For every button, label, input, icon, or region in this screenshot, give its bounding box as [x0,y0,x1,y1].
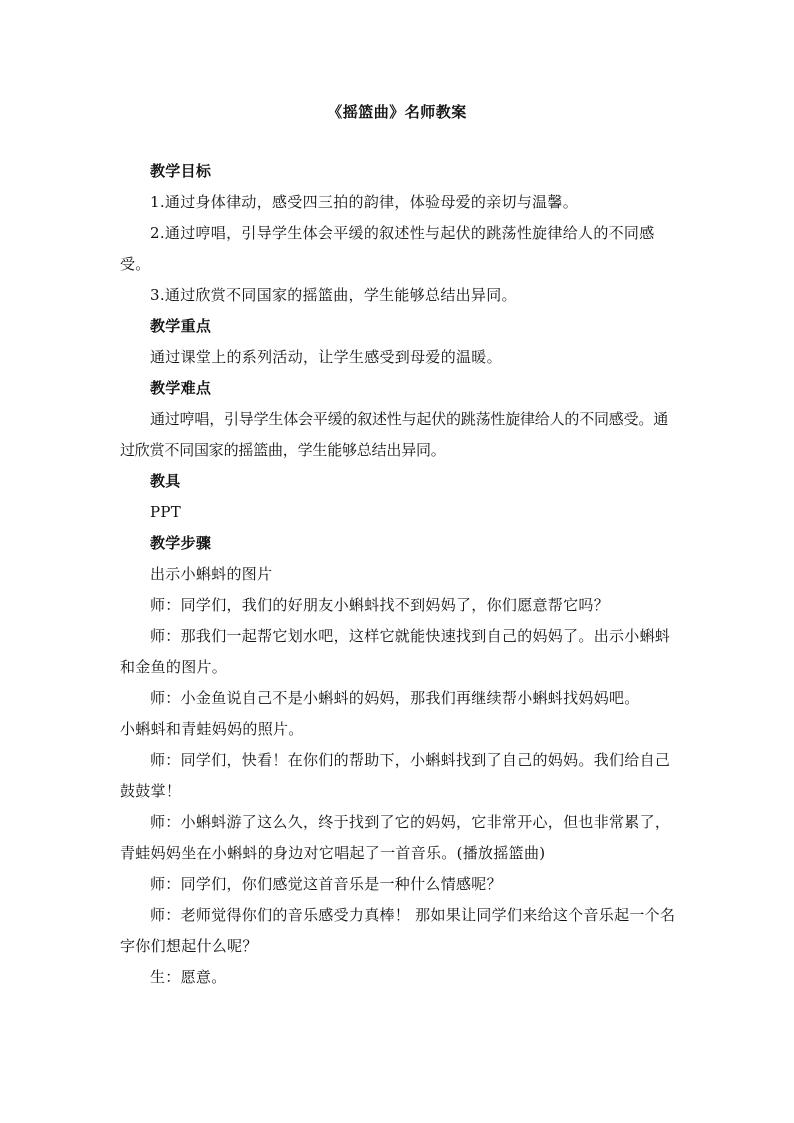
step-2: 师：同学们，我们的好朋友小蝌蚪找不到妈妈了，你们愿意帮它吗？ [150,596,610,614]
step-5: 小蝌蚪和青蛙妈妈的照片。 [120,720,304,738]
difficulty-text: 通过哼唱，引导学生体会平缓的叙述性与起伏的跳荡性旋律给人的不同感受。通过欣赏不同国家的摇篮曲，学生能够总结出异同。 [120,410,669,459]
goal-3: 3.通过欣赏不同国家的摇篮曲，学生能够总结出异同。 [150,286,517,304]
step-4: 师：小金鱼说自己不是小蝌蚪的妈妈，那我们再继续帮小蝌蚪找妈妈吧。 [150,689,640,707]
step-10: 生：愿意。 [150,968,227,986]
step-7: 师：小蝌蚪游了这么久，终于找到了它的妈妈，它非常开心，但也非常累了，青蛙妈妈坐在小蝌蚪的身边对它唱起了一首音乐。(播放摇篮曲) [120,813,671,862]
difficulty-heading: 教学难点 [150,379,212,397]
step-8: 师：同学们，你们感觉这首音乐是一种什么情感呢？ [150,875,502,893]
goal-1: 1.通过身体律动，感受四三拍的韵律，体验母爱的亲切与温馨。 [150,193,579,211]
goals-heading: 教学目标 [150,162,212,180]
step-9: 师：老师觉得你们的音乐感受力真棒！ 那如果让同学们来给这个音乐起一个名字你们想起什么呢？ [120,906,676,955]
step-1: 出示小蝌蚪的图片 [150,565,273,583]
step-6: 师：同学们，快看！在你们的帮助下，小蝌蚪找到了自己的妈妈。我们给自己鼓鼓掌！ [120,751,671,800]
tools-heading: 教具 [150,472,181,490]
key-heading: 教学重点 [150,317,212,335]
document-body [120,156,680,993]
key-text: 通过课堂上的系列活动，让学生感受到母爱的温暖。 [150,348,502,366]
page-title: 《摇篮曲》名师教案 [327,103,467,121]
step-3: 师：那我们一起帮它划水吧，这样它就能快速找到自己的妈妈了。出示小蝌蚪和金鱼的图片。 [120,627,671,676]
goal-2: 2.通过哼唱，引导学生体会平缓的叙述性与起伏的跳荡性旋律给人的不同感受。 [120,224,655,273]
steps-heading: 教学步骤 [150,534,212,552]
tools-text: PPT [150,503,182,521]
